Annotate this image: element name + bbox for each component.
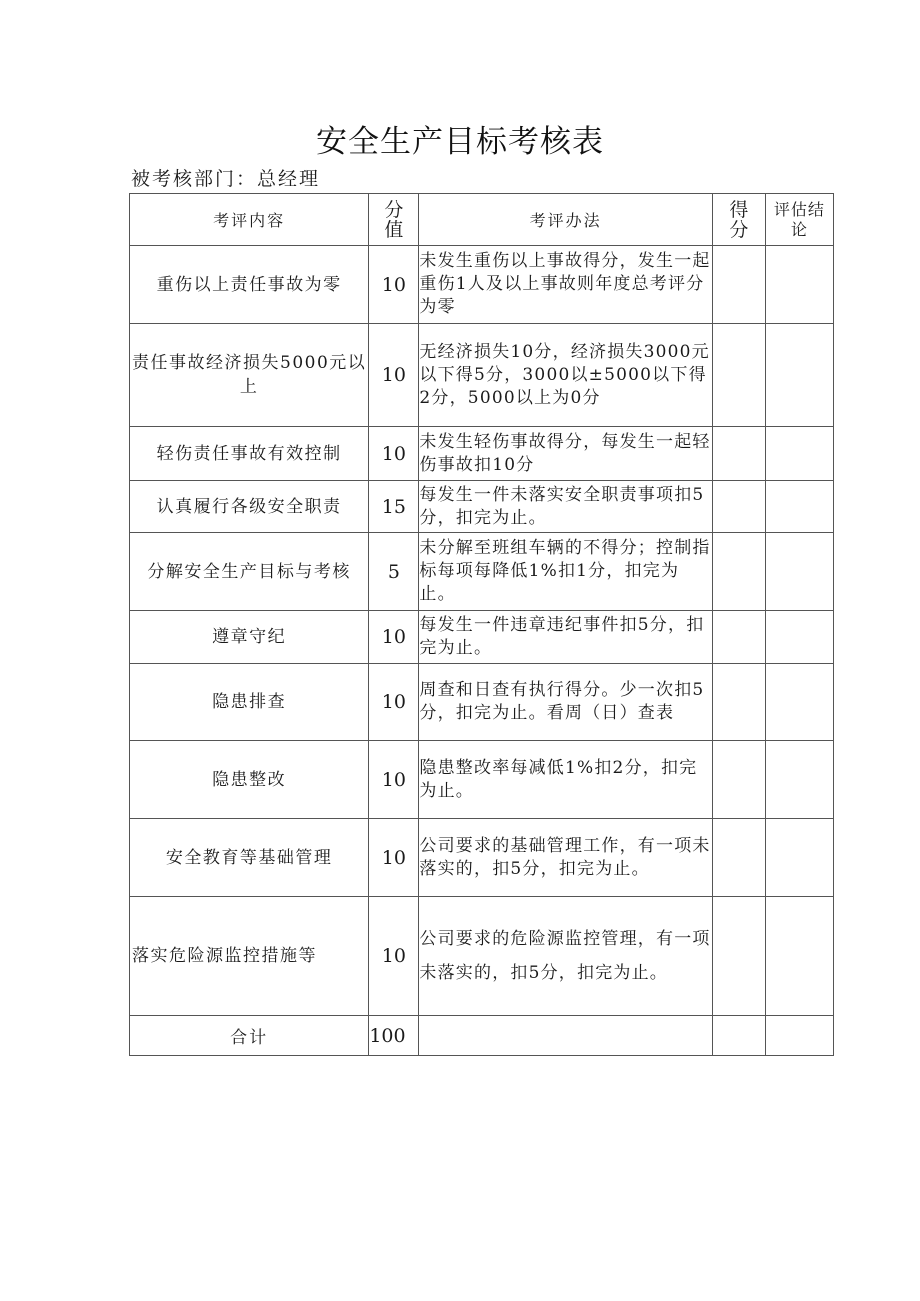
table-row (130, 533, 834, 611)
department-label: 被考核部门：总经理 (131, 168, 321, 190)
table-row (130, 246, 834, 324)
row-eval-cell[interactable] (765, 533, 833, 611)
table-row (130, 741, 834, 819)
row-got-cell[interactable] (712, 533, 765, 611)
row-score: 10 (369, 741, 419, 819)
row-got-cell[interactable] (712, 427, 765, 481)
row-eval-cell[interactable] (765, 246, 833, 324)
row-score: 10 (369, 324, 419, 427)
row-eval-cell[interactable] (765, 427, 833, 481)
total-score: 100 (369, 1016, 419, 1056)
header-content: 考评内容 (130, 194, 369, 246)
row-content: 隐患整改 (130, 741, 369, 819)
row-eval-cell[interactable] (765, 741, 833, 819)
table-row (130, 897, 834, 1016)
row-content: 隐患排查 (130, 664, 369, 741)
row-method: 公司要求的基础管理工作，有一项未落实的，扣5分，扣完为止。 (419, 819, 712, 897)
total-method-cell (419, 1016, 712, 1056)
total-label: 合计 (130, 1016, 369, 1056)
row-content: 安全教育等基础管理 (130, 819, 369, 897)
table-row (130, 611, 834, 664)
row-score: 10 (369, 611, 419, 664)
row-eval-cell[interactable] (765, 819, 833, 897)
row-got-cell[interactable] (712, 246, 765, 324)
row-got-cell[interactable] (712, 664, 765, 741)
row-method: 未分解至班组车辆的不得分；控制指标每项每降低1%扣1分，扣完为止。 (419, 533, 712, 611)
row-score: 10 (369, 427, 419, 481)
row-score: 15 (369, 481, 419, 533)
header-got: 得分 (712, 194, 765, 246)
assessment-table (129, 193, 834, 1056)
row-score: 10 (369, 664, 419, 741)
row-content: 重伤以上责任事故为零 (130, 246, 369, 324)
row-method: 无经济损失10分，经济损失3000元以下得5分，3000以±5000以下得2分，5000以上为0分 (419, 324, 712, 427)
row-content: 遵章守纪 (130, 611, 369, 664)
row-eval-cell[interactable] (765, 324, 833, 427)
row-got-cell[interactable] (712, 897, 765, 1016)
row-content: 责任事故经济损失5000元以上 (130, 324, 369, 427)
header-method: 考评办法 (419, 194, 712, 246)
row-score: 10 (369, 246, 419, 324)
table-row (130, 481, 834, 533)
row-content: 认真履行各级安全职责 (130, 481, 369, 533)
table-row (130, 427, 834, 481)
row-eval-cell[interactable] (765, 611, 833, 664)
row-got-cell[interactable] (712, 741, 765, 819)
total-eval-cell[interactable] (765, 1016, 833, 1056)
row-method: 公司要求的危险源监控管理，有一项未落实的，扣5分，扣完为止。 (419, 897, 712, 1016)
row-method: 隐患整改率每减低1%扣2分，扣完为止。 (419, 741, 712, 819)
header-score: 分值 (369, 194, 419, 246)
row-method: 未发生重伤以上事故得分，发生一起重伤1人及以上事故则年度总考评分为零 (419, 246, 712, 324)
table-header-row (130, 194, 834, 246)
total-got-cell[interactable] (712, 1016, 765, 1056)
row-score: 10 (369, 897, 419, 1016)
row-got-cell[interactable] (712, 481, 765, 533)
row-eval-cell[interactable] (765, 481, 833, 533)
table-row (130, 819, 834, 897)
row-got-cell[interactable] (712, 819, 765, 897)
row-content: 分解安全生产目标与考核 (130, 533, 369, 611)
row-method: 周查和日查有执行得分。少一次扣5分，扣完为止。看周（日）查表 (419, 664, 712, 741)
row-score: 5 (369, 533, 419, 611)
row-method: 未发生轻伤事故得分，每发生一起轻伤事故扣10分 (419, 427, 712, 481)
row-method: 每发生一件未落实安全职责事项扣5分，扣完为止。 (419, 481, 712, 533)
table-row (130, 664, 834, 741)
table-row (130, 324, 834, 427)
row-eval-cell[interactable] (765, 664, 833, 741)
row-content: 轻伤责任事故有效控制 (130, 427, 369, 481)
row-got-cell[interactable] (712, 611, 765, 664)
row-got-cell[interactable] (712, 324, 765, 427)
row-method: 每发生一件违章违纪事件扣5分，扣完为止。 (419, 611, 712, 664)
total-row (130, 1016, 834, 1056)
page-title: 安全生产目标考核表 (316, 124, 604, 160)
header-eval: 评估结论 (765, 194, 833, 246)
row-eval-cell[interactable] (765, 897, 833, 1016)
row-content: 落实危险源监控措施等 (130, 897, 369, 1016)
row-score: 10 (369, 819, 419, 897)
